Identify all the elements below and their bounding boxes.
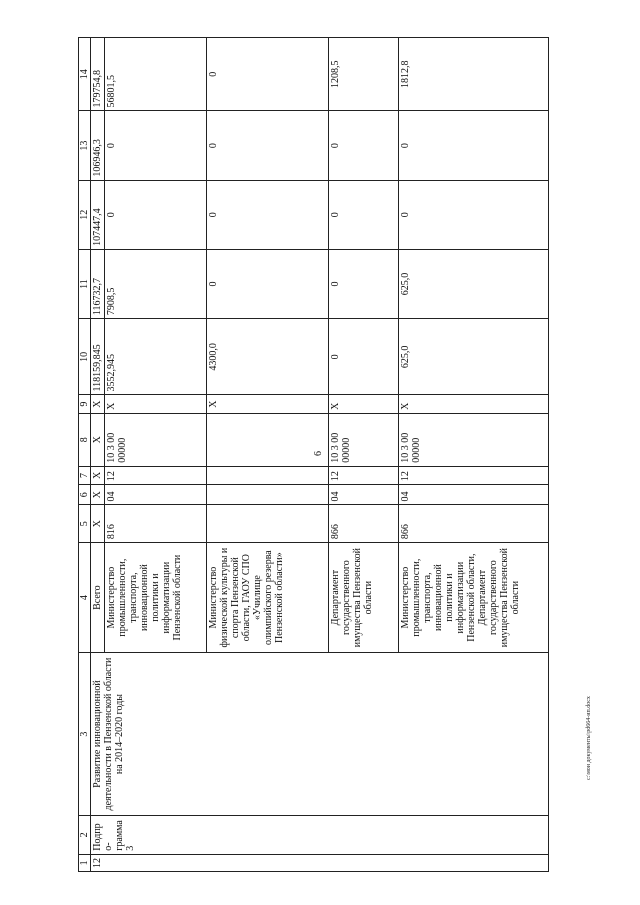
cell-c13: 0 — [399, 111, 549, 180]
header-cell: 2 — [79, 816, 91, 855]
budget-table — [78, 37, 549, 872]
cell-c7 — [207, 466, 329, 484]
cell-c5: 816 — [105, 505, 207, 543]
cell-c14: 1812,8 — [399, 38, 549, 111]
cell-c11: 0 — [207, 249, 329, 318]
cell-c12: 0 — [329, 180, 399, 249]
header-cell: 7 — [79, 466, 91, 484]
cell-c10: 0 — [329, 319, 399, 395]
executor-name: Министерство физической культуры и спорта Пензенской области, ГАОУ СПО «Училище олимпийского резерва Пензенской области» — [207, 543, 329, 653]
column-number-header — [79, 38, 91, 872]
cell-c9: X — [207, 395, 329, 413]
cell-c5: 866 — [329, 505, 399, 543]
cell-c9: X — [329, 395, 399, 413]
total-c13: 106946,3 — [91, 111, 105, 180]
cell-c5 — [207, 505, 329, 543]
cell-c6: 04 — [329, 485, 399, 505]
header-cell: 12 — [79, 180, 91, 249]
cell-c10: 3552,945 — [105, 319, 207, 395]
cell-c7: 12 — [399, 466, 549, 484]
header-cell: 10 — [79, 319, 91, 395]
total-c5: X — [91, 505, 105, 543]
total-c10: 118159,845 — [91, 319, 105, 395]
header-cell: 6 — [79, 485, 91, 505]
cell-c11: 625,0 — [399, 249, 549, 318]
total-c11: 116732,7 — [91, 249, 105, 318]
header-cell: 8 — [79, 413, 91, 466]
row-number: 12 — [91, 854, 549, 871]
cell-c8: 10 3 00 00000 — [329, 413, 399, 466]
cell-c6: 04 — [399, 485, 549, 505]
cell-c7: 12 — [105, 466, 207, 484]
total-c9: X — [91, 395, 105, 413]
cell-c11: 0 — [329, 249, 399, 318]
cell-c12: 0 — [207, 180, 329, 249]
file-path-footer: c:\мои документы\pd664-ип.docx — [586, 696, 592, 780]
header-cell: 5 — [79, 505, 91, 543]
cell-c9: X — [399, 395, 549, 413]
cell-c14: 56801,5 — [105, 38, 207, 111]
program-label: Подпро-грамма 3 — [91, 816, 549, 855]
cell-c14: 0 — [207, 38, 329, 111]
program-title: Развитие инновационной деятельности в Пензенской области на 2014–2020 годы — [91, 653, 549, 816]
cell-c5: 866 — [399, 505, 549, 543]
cell-c11: 7908,5 — [105, 249, 207, 318]
cell-c13: 0 — [105, 111, 207, 180]
cell-c9: X — [105, 395, 207, 413]
executor-name: Департамент государственного имущества Пензенской области — [329, 543, 399, 653]
cell-c6 — [207, 485, 329, 505]
cell-c8: 10 3 00 00000 — [105, 413, 207, 466]
executor-name: Министерство промышленности, транспорта, инновационной политики и информатизации Пензенской области, Департамент государственного имущества Пензенской области — [399, 543, 549, 653]
total-c7: X — [91, 466, 105, 484]
header-cell: 4 — [79, 543, 91, 653]
cell-c13: 0 — [329, 111, 399, 180]
cell-c10: 625,0 — [399, 319, 549, 395]
cell-c6: 04 — [105, 485, 207, 505]
rotated-table-container — [78, 37, 618, 872]
total-c6: X — [91, 485, 105, 505]
header-cell: 1 — [79, 854, 91, 871]
cell-c12: 0 — [399, 180, 549, 249]
cell-c13: 0 — [207, 111, 329, 180]
header-cell: 11 — [79, 249, 91, 318]
cell-c8: 10 3 00 00000 — [399, 413, 549, 466]
page-number: 6 — [313, 451, 324, 456]
total-c14: 179754,8 — [91, 38, 105, 111]
header-cell: 3 — [79, 653, 91, 816]
cell-c7: 12 — [329, 466, 399, 484]
total-row — [91, 38, 105, 872]
total-label: Всего — [91, 543, 105, 653]
cell-c8 — [207, 413, 329, 466]
cell-c10: 4300,0 — [207, 319, 329, 395]
total-c8: X — [91, 413, 105, 466]
cell-c12: 0 — [105, 180, 207, 249]
cell-c14: 1208,5 — [329, 38, 399, 111]
header-cell: 13 — [79, 111, 91, 180]
header-cell: 14 — [79, 38, 91, 111]
executor-name: Министерство промышленности, транспорта, инновационной политики и информатизации Пензенской области — [105, 543, 207, 653]
total-c12: 107447,4 — [91, 180, 105, 249]
header-cell: 9 — [79, 395, 91, 413]
